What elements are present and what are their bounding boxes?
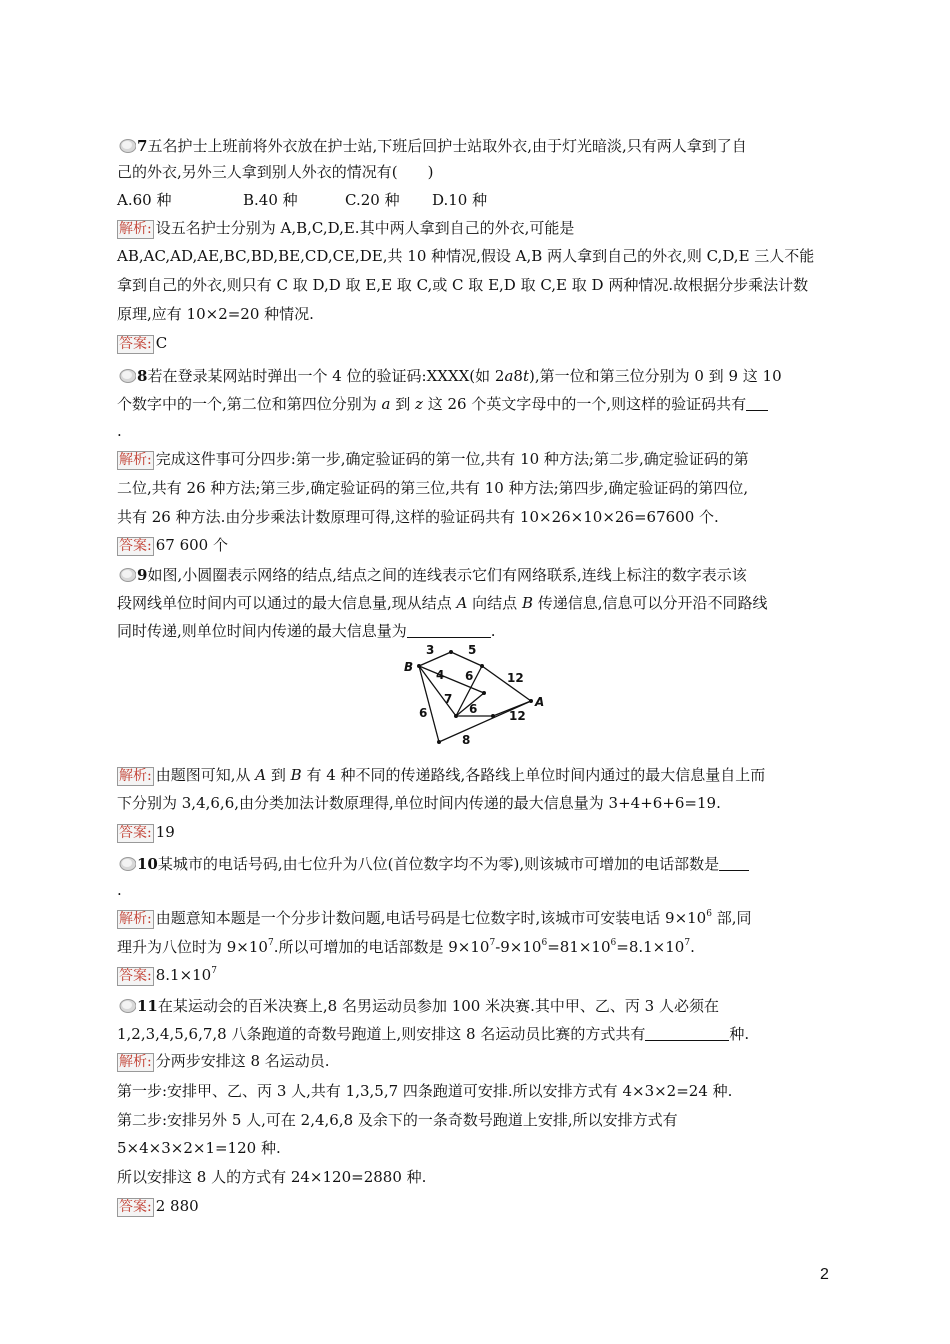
- question-number: 9: [137, 566, 148, 584]
- answer: 答案: C: [119, 334, 168, 352]
- network-node: [437, 740, 441, 744]
- node-label-a: A: [535, 695, 545, 709]
- edge-b-top: [419, 652, 451, 666]
- analysis-tag: 解析:: [119, 1054, 152, 1070]
- question-number: 8: [137, 367, 148, 385]
- question-9: 9如图,小圆圈表示网络的结点,结点之间的连线表示它们有网络联系,连线上标注的数字表示该: [117, 565, 747, 585]
- answer-blank[interactable]: [719, 856, 749, 871]
- analysis-tag: 解析:: [119, 452, 152, 468]
- analysis: 解析: 由题意知本题是一个分步计数问题,电话号码是七位数字时,该城市可安装电话 $9\times 10^6$ 部,同: [119, 909, 752, 927]
- edge-label: 6: [419, 706, 428, 720]
- speaker-icon[interactable]: [117, 138, 136, 153]
- analysis-line: 拿到自己的外衣,则只有 C 取 D,D 取 E,E 取 C,或 C 取 E,D 取 C,E 取 D 两种情况.故根据分步乘法计数: [117, 276, 809, 294]
- network-node: [449, 650, 453, 654]
- option-b[interactable]: B.40 种: [243, 191, 298, 209]
- question-10: 10某城市的电话号码,由七位升为八位(首位数字均不为零),则该城市可增加的电话部数是: [117, 854, 749, 874]
- answer-tag: 答案:: [119, 968, 152, 984]
- option-a[interactable]: A.60 种: [117, 191, 172, 209]
- question-8-line2: 个数字中的一个,第二位和第四位分别为 a 到 z 这 26 个英文字母中的一个,则这样的验证码共有: [117, 394, 768, 414]
- analysis-tag: 解析:: [119, 768, 152, 784]
- edge-label: 5: [468, 643, 477, 657]
- network-node: [417, 664, 421, 668]
- question-11-line2: 1,2,3,4,5,6,7,8 八条跑道的奇数号跑道上,则安排这 8 名运动员比赛的方式共有 种.: [117, 1025, 750, 1043]
- analysis: 解析: 由题图可知,从 A 到 B 有 4 种不同的传递路线,各路线上单位时间内通过的最大信息量自上而: [119, 766, 766, 784]
- analysis-line: 原理,应有 10×2=20 种情况.: [117, 305, 314, 323]
- analysis: 解析: 设五名护士分别为 A,B,C,D,E.其中两人拿到自己的外衣,可能是: [119, 219, 575, 237]
- analysis-line: 下分别为 3,4,6,6,由分类加法计数原理得,单位时间内传递的最大信息量为 3+4+6+6=19.: [117, 794, 721, 812]
- edge-top-right: [451, 652, 482, 666]
- network-node: [454, 714, 458, 718]
- answer-tag: 答案:: [119, 1199, 152, 1215]
- analysis-line: 5×4×3×2×1=120 种.: [117, 1139, 281, 1157]
- network-diagram: [398, 641, 558, 753]
- question-7: 7五名护士上班前将外衣放在护士站,下班后回护士站取外衣,由于灯光暗淡,只有两人拿到了自: [117, 136, 747, 156]
- analysis-tag: 解析:: [119, 911, 152, 927]
- question-9-line3: 同时传递,则单位时间内传递的最大信息量为 .: [117, 622, 496, 640]
- edge-label: 7: [444, 692, 453, 706]
- options: [117, 190, 488, 210]
- network-node: [482, 691, 486, 695]
- answer-blank[interactable]: [645, 1026, 729, 1041]
- analysis-line: 所以安排这 8 人的方式有 24×120=2880 种.: [117, 1168, 427, 1186]
- answer-blank[interactable]: [746, 396, 768, 411]
- edge-label: 3: [426, 643, 435, 657]
- option-d[interactable]: D.10 种: [432, 191, 488, 209]
- page-number: 2: [820, 1266, 829, 1283]
- question-8-line3: .: [117, 422, 122, 440]
- option-c[interactable]: C.20 种: [345, 191, 400, 209]
- edge-label: 12: [507, 671, 524, 685]
- answer: 答案: 19: [119, 823, 175, 841]
- edge-label: 6: [465, 669, 474, 683]
- answer: 答案: 67 600 个: [119, 536, 228, 554]
- speaker-icon[interactable]: [117, 368, 136, 383]
- answer-tag: 答案:: [119, 336, 152, 352]
- speaker-icon[interactable]: [117, 998, 136, 1013]
- speaker-icon[interactable]: [117, 567, 136, 582]
- speaker-icon[interactable]: [117, 856, 136, 871]
- edge-label: 8: [462, 733, 471, 747]
- question-7-line2: 己的外衣,另外三人拿到别人外衣的情况有( ): [117, 163, 434, 181]
- answer-tag: 答案:: [119, 825, 152, 841]
- analysis-line: 共有 26 种方法.由分步乘法计数原理可得,这样的验证码共有 10×26×10×26=67600 个.: [117, 508, 719, 526]
- question-number: 7: [137, 137, 148, 155]
- edge-label: 12: [509, 709, 526, 723]
- question-8: 8若在登录某网站时弹出一个 4 位的验证码:XXXX(如 2a8t),第一位和第三位分别为 0 到 9 这 10: [117, 366, 782, 386]
- answer-tag: 答案:: [119, 538, 152, 554]
- network-node: [491, 714, 495, 718]
- question-10-line2: .: [117, 881, 122, 899]
- question-9-line2: 段网线单位时间内可以通过的最大信息量,现从结点 A 向结点 B 传递信息,信息可以分开沿不同路线: [117, 594, 768, 612]
- question-number: 11: [137, 997, 158, 1015]
- analysis: 解析: 完成这件事可分四步:第一步,确定验证码的第一位,共有 10 种方法;第二步,确定验证码的第: [119, 450, 749, 468]
- analysis-line: 二位,共有 26 种方法;第三步,确定验证码的第三位,共有 10 种方法;第四步,确定验证码的第四位,: [117, 479, 749, 497]
- question-11: 11在某运动会的百米决赛上,8 名男运动员参加 100 米决赛.其中甲、乙、丙 3 人必须在: [117, 996, 719, 1016]
- edge-label: 4: [436, 668, 445, 682]
- analysis-tag: 解析:: [119, 221, 152, 237]
- answer: 答案: 2 880: [119, 1197, 199, 1215]
- analysis-line: AB,AC,AD,AE,BC,BD,BE,CD,CE,DE,共 10 种情况,假设 A,B 两人拿到自己的外衣,则 C,D,E 三人不能: [117, 247, 815, 265]
- answer: 答案: $8.1\times 10^7$: [119, 966, 217, 984]
- analysis: 解析: 分两步安排这 8 名运动员.: [119, 1052, 330, 1070]
- analysis-line: 理升为八位时为 $9\times 10^7$.所以可增加的电话部数是 $9\times 10^7-9\times 10^6=81\times 10^6=8.1\times 10^7$.: [117, 938, 695, 956]
- network-node: [529, 699, 533, 703]
- analysis-line: 第二步:安排另外 5 人,可在 2,4,6,8 及余下的一条奇数号跑道上安排,所以安排方式有: [117, 1111, 678, 1129]
- question-number: 10: [137, 855, 158, 873]
- edge-label: 6: [469, 702, 478, 716]
- network-node: [480, 664, 484, 668]
- node-label-b: B: [404, 660, 414, 674]
- analysis-line: 第一步:安排甲、乙、丙 3 人,共有 1,3,5,7 四条跑道可安排.所以安排方式有 4×3×2=24 种.: [117, 1082, 733, 1100]
- answer-blank[interactable]: [407, 623, 491, 638]
